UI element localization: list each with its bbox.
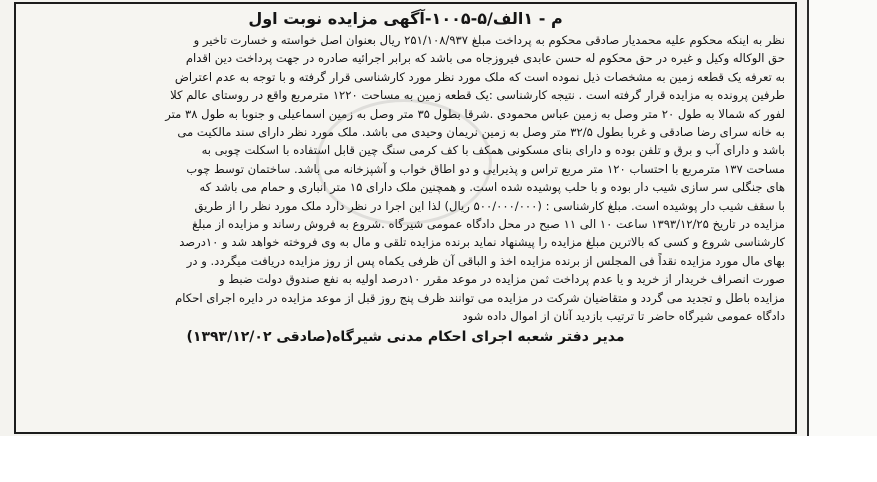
notice-line: به تعرفه یک قطعه زمین به مشخصات ذیل نموده است که ملک مورد نظر مورد کارشناسی قرار گرفته و با توجه به عدم اعتراض: [174, 69, 785, 84]
notice-line: با سقف شیب دار پوشیده است. مبلغ کارشناسی : (۵۰۰/۰۰۰/۰۰۰ ریال) لذا این اجرا در نظر دارد ملک مورد نظر را از طریق: [194, 198, 785, 213]
notice-line: مساحت ۱۳۷ مترمربع با احتساب ۱۲۰ متر مربع تراس و پذیرایی و دو اطاق خواب و آشپزخانه می باشد. ساختمان توسط چوب: [186, 161, 785, 176]
page-margin: [807, 0, 877, 482]
notice-line: مزایده باطل و تجدید می گردد و متقاضیان شرکت در مزایده می توانند ظرف پنج روز قبل از موعد مزایده در دایره اجرای احکام: [175, 290, 785, 305]
notice-line: کارشناسی شروع و کسی که بالاترین مبلغ مزایده را پیشنهاد نماید برنده مزایده تلقی و مال به وی فروخته خواهد شد و ۱۰درصد: [179, 235, 785, 250]
notice-title: م - ۱الف/۵-۱۰۰۵-آگهی مزایده نوبت اول: [248, 9, 563, 28]
column-divider: [807, 0, 809, 482]
notice-line: به خانه سرای رضا صادقی و غربا بطول ۳۲/۵ متر وصل به زمین نریمان وحیدی می باشد. ملک مورد نظر دارای سند مالکیت می: [177, 125, 785, 140]
blank-area: [0, 436, 877, 482]
notice-line: مزایده در تاریخ ۱۳۹۳/۱۲/۲۵ ساعت ۱۰ الی ۱۱ صبح در محل دادگاه عمومی شیرگاه .شروع به فروش رساند و مزایده از مبلغ: [192, 217, 785, 232]
notice-line: طرفین پرونده به مزایده قرار گرفته است . نتیجه کارشناسی :یک قطعه زمین به مساحت ۱۲۲۰ مترمربع واقع در روستای عالم کلا: [170, 88, 785, 103]
notice-line: های جنگلی سر سازی شیب دار بوده و با حلب پوشیده شده است. و همچنین ملک دارای ۱۵ متر انباری و حمام می باشد که: [199, 180, 785, 195]
notice-line: لفور که شمالا به طول ۲۰ متر وصل به زمین عباس محمودی .شرقا بطول ۳۵ متر وصل به زمین اسماعیلی و جنوبا به طول ۳۸ متر: [165, 106, 785, 121]
notice-line: صورت انصراف خریدار از خرید و یا عدم پرداخت ثمن مزایده در موعد مقرر ۱۰درصد اولیه به نفع صندوق دولت ضبط و: [219, 272, 785, 287]
notice-line: نظر به اینکه محکوم علیه محمدیار صادقی محکوم به پرداخت مبلغ ۲۵۱/۱۰۸/۹۳۷ ریال بعنوان اصل خواسته و خسارت تاخیر و: [193, 33, 785, 47]
notice-signature: مدیر دفتر شعبه اجرای احکام مدنی شیرگاه(صادقی ۱۳۹۳/۱۲/۰۲): [186, 328, 625, 345]
notice-body: [26, 31, 785, 326]
notice-line: دادگاه عمومی شیرگاه حاضر تا ترتیب بازدید آنان از اموال داده شود: [462, 309, 785, 324]
notice-line: حق الوکاله وکیل و غیره در حق محکوم له حسن عابدی فیروزجاه می باشد که برابر اجرائیه صادره در جهت پرداخت دین اقدام: [185, 51, 785, 66]
auction-notice: [14, 2, 797, 434]
notice-line: باشد و دارای آب و برق و تلفن بوده و دارای بنای مسکونی همکف با کف کرمی سنگ چین قابل استفاده با اسکلت چوبی به: [201, 143, 785, 158]
notice-line: بهای مال مورد مزایده نقداً فی المجلس از برنده مزایده اخذ و الباقی آن ظرفی یکماه پس از روز مزایده دریافت میگردد. و در: [186, 253, 785, 268]
